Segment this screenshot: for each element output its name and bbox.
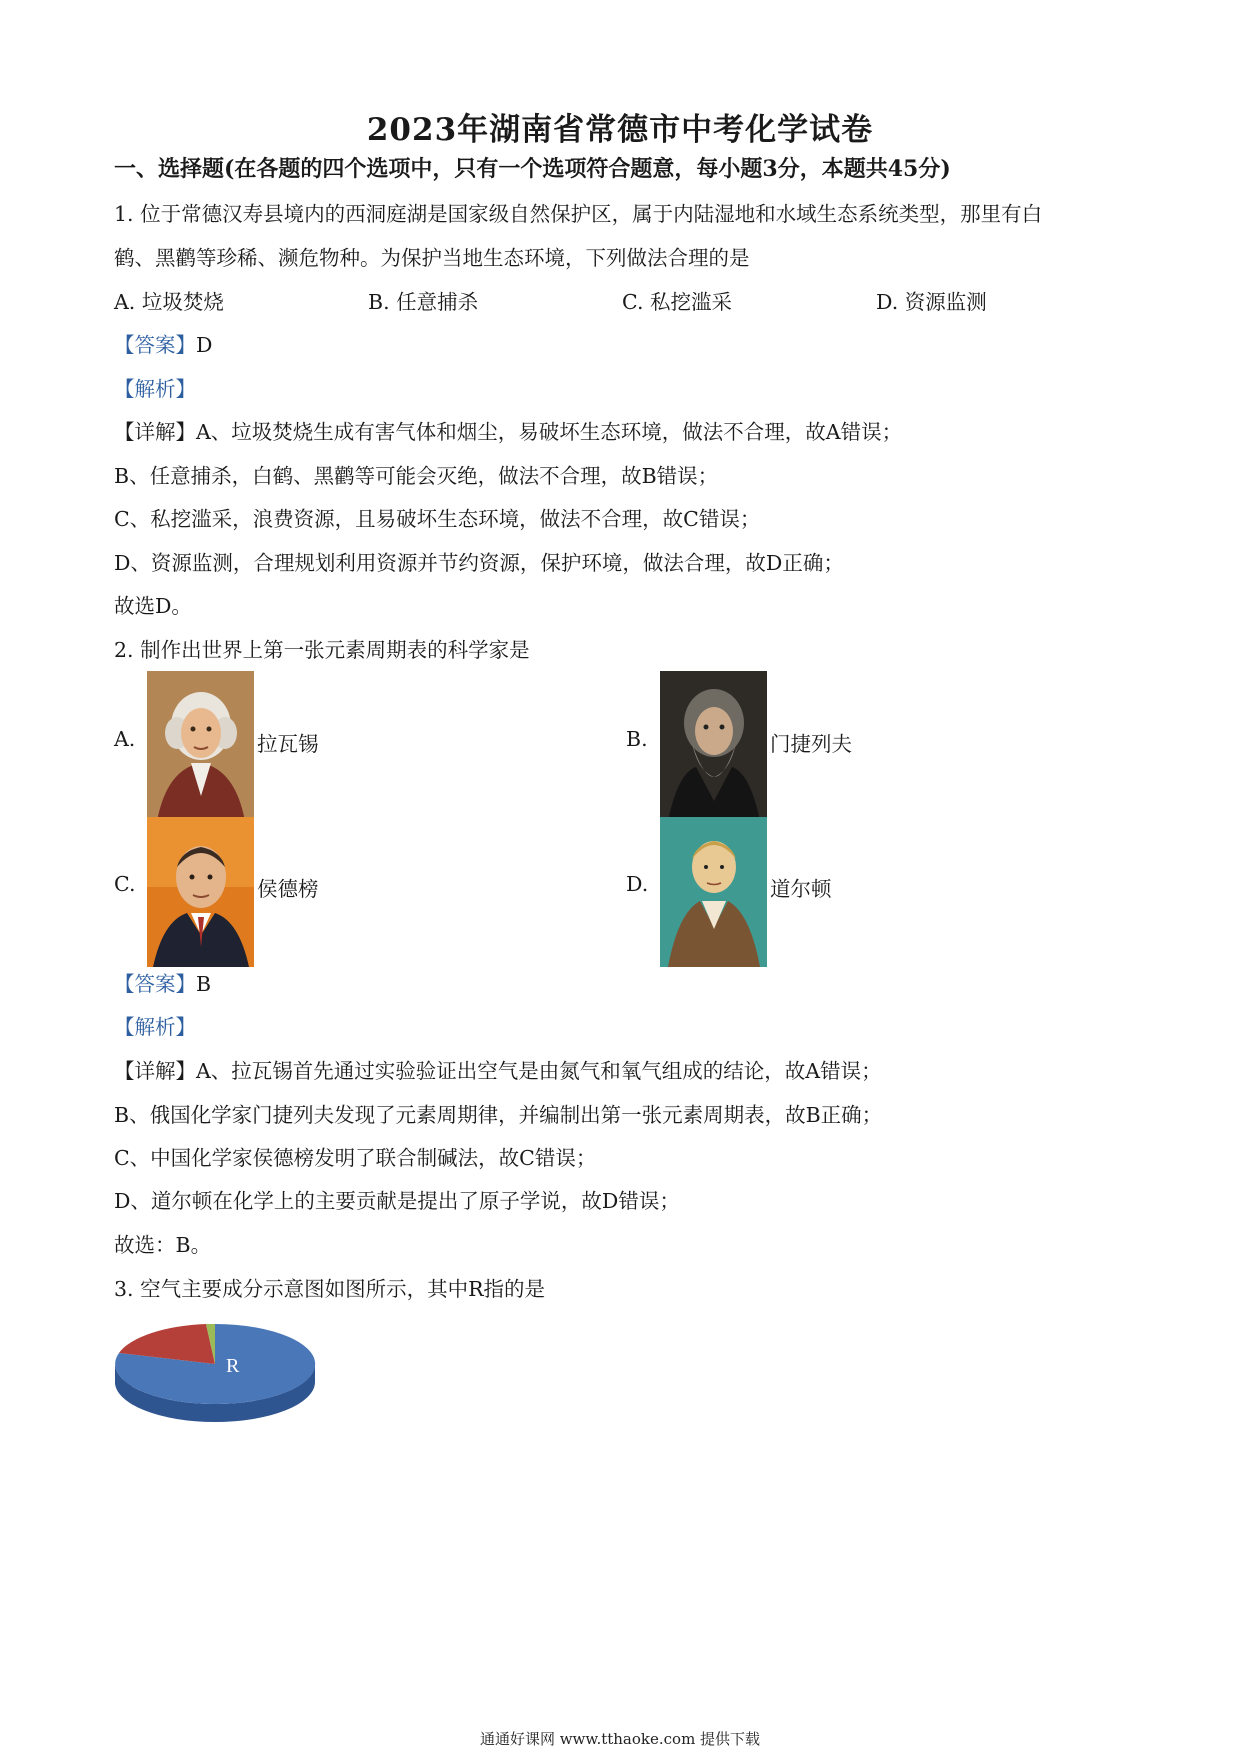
q2-detail-line: 故选：B。 [114,1233,212,1257]
q2-detail-line: D、道尔顿在化学上的主要贡献是提出了原子学说，故D错误； [114,1189,680,1213]
q2-option-d-letter: D. [626,872,649,896]
portrait-dalton-image [660,817,767,967]
page-footer: 通通好课网 www.tthaoke.com 提供下载 [479,1730,761,1748]
q2-answer [114,967,211,997]
q1-detail-tag: 【详解】 [114,420,196,444]
q2-option-a-letter: A. [114,727,136,751]
q2-detail-text: A、拉瓦锡首先通过实验验证出空气是由氮气和氧气组成的结论，故A错误； [196,1059,882,1083]
q1-analysis-tag: 【解析】 [114,377,196,401]
q1-detail-line: C、私挖滥采，浪费资源，且易破坏生态环境，做法不合理，故C错误； [114,507,761,531]
q2-option-c-name: 侯德榜 [257,877,319,901]
q2-detail-tag: 【详解】 [114,1059,196,1083]
q2-option-d-name: 道尔顿 [770,877,832,901]
pie-label-r: R [226,1355,240,1377]
page-title: 2023年湖南省常德市中考化学试卷 [366,112,874,148]
q1-answer [114,328,212,358]
q2-detail-line: C、中国化学家侯德榜发明了联合制碱法，故C错误； [114,1146,597,1170]
q1-answer-value: D [196,333,213,357]
q1-stem-line2: 鹤、黑鹳等珍稀、濒危物种。为保护当地生态环境，下列做法合理的是 [114,246,750,270]
q1-option-c: C. 私挖滥采 [622,290,732,314]
q1-stem-line1: 1. 位于常德汉寿县境内的西洞庭湖是国家级自然保护区，属于内陆湿地和水域生态系统类型，那里有白 [114,202,1043,226]
q2-option-b-name: 门捷列夫 [770,732,852,756]
q2-detail-line [114,1054,882,1084]
air-composition-pie-chart [112,1318,318,1434]
section-heading: 一、选择题(在各题的四个选项中，只有一个选项符合题意，每小题3分，本题共45分) [114,156,951,182]
q2-answer-value: B [196,972,212,996]
q2-stem: 2. 制作出世界上第一张元素周期表的科学家是 [114,638,530,662]
portrait-hou-debang-image [147,817,254,967]
q1-detail-line: B、任意捕杀，白鹤、黑鹳等可能会灭绝，做法不合理，故B错误； [114,464,719,488]
portrait-lavoisier-image [147,671,254,821]
q1-option-a: A. 垃圾焚烧 [114,290,224,314]
q1-detail-line [114,415,902,445]
q2-answer-tag: 【答案】 [114,972,196,996]
q2-analysis-tag: 【解析】 [114,1015,196,1039]
q1-detail-line: 故选D。 [114,594,192,618]
q2-option-c-letter: C. [114,872,136,896]
q1-answer-tag: 【答案】 [114,333,196,357]
q2-option-a-name: 拉瓦锡 [257,732,319,756]
q2-option-b-letter: B. [626,727,648,751]
q1-option-b: B. 任意捕杀 [368,290,479,314]
q1-detail-line: D、资源监测，合理规划利用资源并节约资源，保护环境，做法合理，故D正确； [114,551,844,575]
q3-stem: 3. 空气主要成分示意图如图所示，其中R指的是 [114,1277,546,1301]
portrait-mendeleev-image [660,671,767,821]
q2-detail-line: B、俄国化学家门捷列夫发现了元素周期律，并编制出第一张元素周期表，故B正确； [114,1103,883,1127]
q1-detail-text: A、垃圾焚烧生成有害气体和烟尘，易破坏生态环境，做法不合理，故A错误； [196,420,903,444]
q1-option-d: D. 资源监测 [876,290,987,314]
